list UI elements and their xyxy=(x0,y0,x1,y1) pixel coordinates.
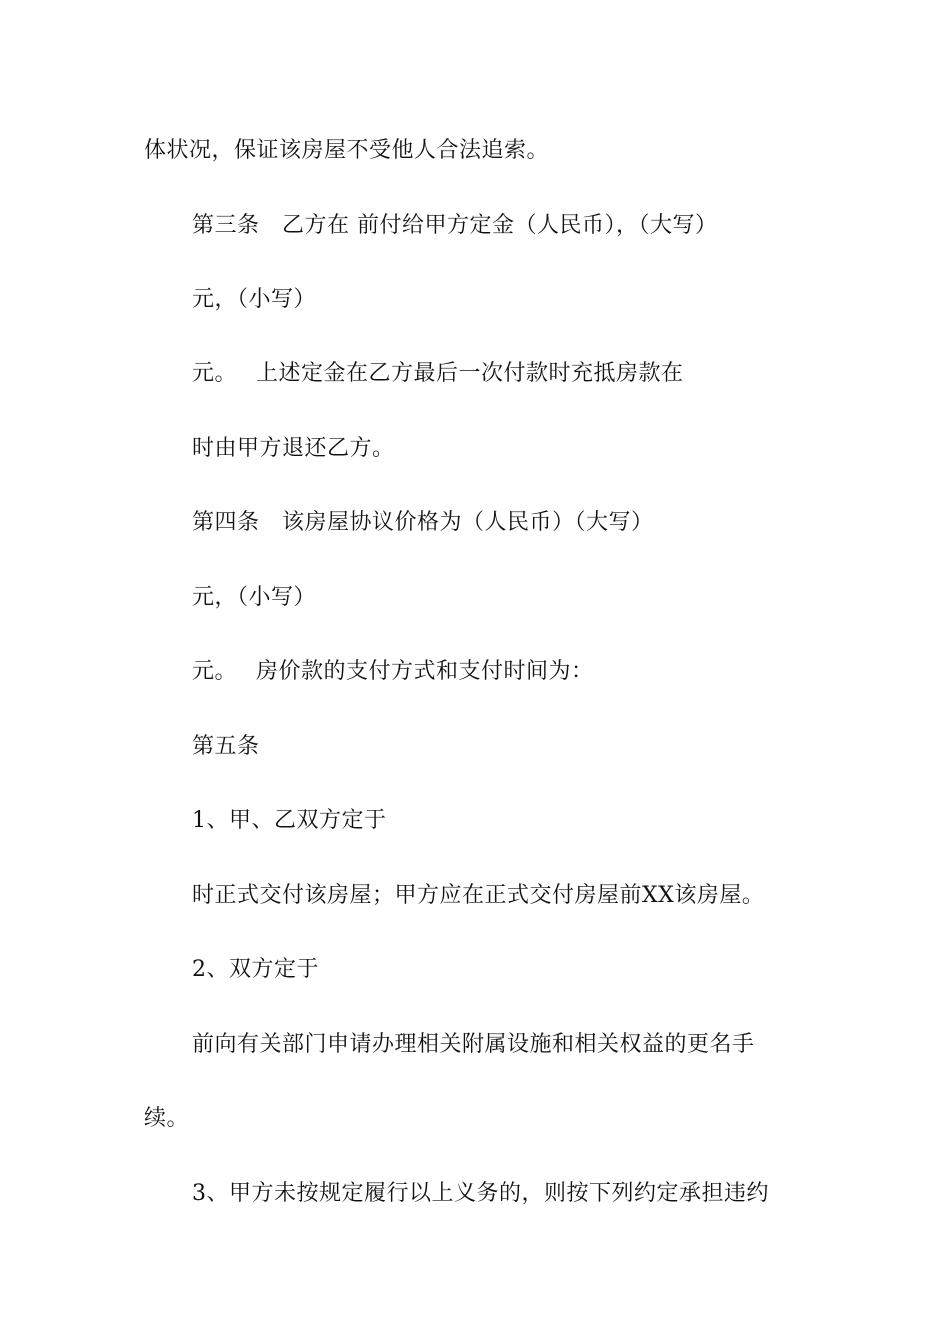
clause-5-title: 第五条 xyxy=(192,734,260,759)
text-line: 元，（小写） xyxy=(192,287,317,312)
list-item-2: 2、双方定于 xyxy=(192,957,319,982)
text-line: 时由甲方退还乙方。 xyxy=(192,436,395,461)
text-line: 前向有关部门申请办理相关附属设施和相关权益的更名手 xyxy=(192,1032,755,1057)
text-line: 元。 上述定金在乙方最后一次付款时充抵房款在 xyxy=(192,361,684,386)
text-line-continuation: 体状况，保证该房屋不受他人合法追索。 xyxy=(144,138,550,163)
text-line: 时正式交付该房屋；甲方应在正式交付房屋前XX该房屋。 xyxy=(192,883,765,908)
list-item-1: 1、甲、乙双方定于 xyxy=(192,808,387,833)
text-line-continuation: 续。 xyxy=(144,1106,190,1131)
clause-3-title: 第三条 乙方在 前付给甲方定金（人民币），（大写） xyxy=(192,213,718,238)
list-item-3: 3、甲方未按规定履行以上义务的，则按下列约定承担违约 xyxy=(192,1181,769,1206)
clause-4-title: 第四条 该房屋协议价格为（人民币）（大写） xyxy=(192,510,654,535)
text-line: 元。 房价款的支付方式和支付时间为： xyxy=(192,659,594,684)
text-line: 元，（小写） xyxy=(192,585,317,610)
